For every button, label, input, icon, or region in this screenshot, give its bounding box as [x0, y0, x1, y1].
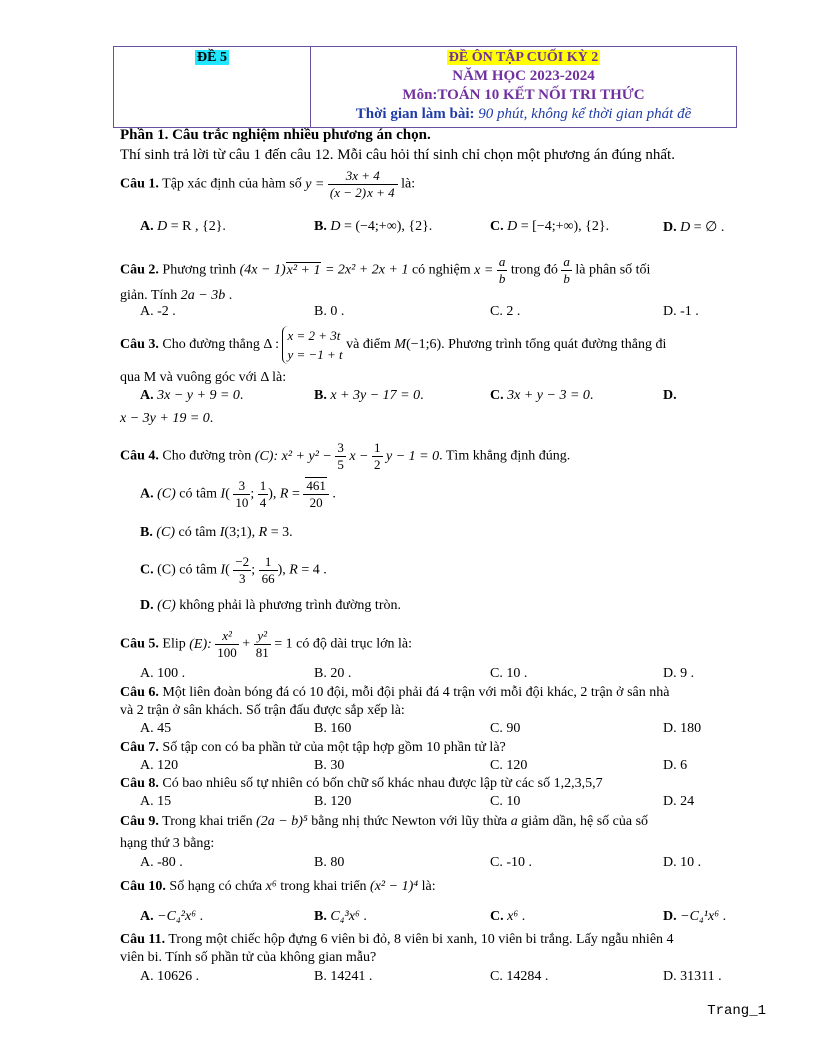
question-9: Câu 9. Trong khai triển (2a − b)⁵ bằng nhị thức Newton với lũy thừa a giảm dần, hệ số của số	[120, 814, 649, 829]
q10-option-d: D. −C₄¹x⁶ .	[663, 909, 727, 924]
page-footer: Trang_1	[707, 1003, 766, 1019]
q11-option-d: D. 31311 .	[663, 969, 722, 984]
q1-option-a: A. D = R , {2}.	[140, 219, 226, 234]
q4-option-c: C. (C) có tâm I( $\frac{-2}{3}$ ; $\frac{1}{66}$ ), R = 4 .	[140, 554, 327, 586]
q2-option-c: C. 2 .	[490, 304, 521, 319]
q3-option-d-label: D.	[663, 388, 677, 403]
question-5: Câu 5. Elip (E): $\frac{\text{x²}}{100}$ + $\frac{\text{y²}}{81}$ = 1 có độ dài trục lớn là:	[120, 628, 412, 660]
q1-option-d: D. D = ∅ .	[663, 220, 725, 235]
question-3: Câu 3. Cho đường thẳng Δ : x = 2 + 3t y = −1 + t và điểm M(−1;6). Phương trình tổng quát đường thẳng đi	[120, 328, 667, 362]
subject: Môn:TOÁN 10 KẾT NỐI TRI THỨC	[402, 87, 645, 103]
q1-option-b: B. D = (−4;+∞), {2}.	[314, 219, 433, 234]
q10-option-a: A. −C₄²x⁶ .	[140, 909, 204, 924]
q2-option-b: B. 0 .	[314, 304, 345, 319]
q11-option-b: B. 14241 .	[314, 969, 373, 984]
q3-option-a: A. 3x − y + 9 = 0.	[140, 388, 244, 403]
question-4: Câu 4. Cho đường tròn (C): x² + y² − $\frac{3}{5}$ x − $\frac{1}{2}$ y − 1 = 0. Tìm khẳng định đúng.	[120, 440, 571, 472]
question-2: Câu 2. Phương trình (4x − 1)x² + 1 = 2x² + 2x + 1 có nghiệm x = $\frac{a}{b}$ trong đó $\frac{a}{b}$ là phân số tối	[120, 254, 651, 286]
question-8: Câu 8. Có bao nhiêu số tự nhiên có bốn chữ số khác nhau được lập từ các số 1,2,3,5,7	[120, 776, 603, 791]
q3-line-2: qua M và vuông góc với Δ là:	[120, 370, 287, 385]
q9-option-b: B. 80	[314, 855, 345, 870]
question-6: Câu 6. Một liên đoàn bóng đá có 10 đội, mỗi đội phải đá 4 trận với mỗi đội khác, 2 trận ở sân nhà	[120, 685, 670, 700]
q11-option-c: C. 14284 .	[490, 969, 549, 984]
q1-function-fraction: $\frac{3x + 4}{(x - 2)x + 4}$	[328, 168, 398, 201]
q4-option-d: D. (C) không phải là phương trình đường tròn.	[140, 598, 401, 613]
q5-option-a: A. 100 .	[140, 666, 186, 681]
q11-line-2: viên bi. Tính số phần tử của không gian mẫu?	[120, 950, 377, 965]
q7-option-d: D. 6	[663, 758, 688, 773]
exam-header-box	[113, 46, 737, 128]
q8-option-a: A. 15	[140, 794, 172, 809]
school-year: NĂM HỌC 2023-2024	[452, 68, 595, 84]
exam-title: ĐỀ ÔN TẬP CUỐI KỲ 2	[448, 50, 599, 65]
q11-option-a: A. 10626 .	[140, 969, 200, 984]
exam-number: ĐỀ 5	[197, 50, 227, 65]
q5-option-b: B. 20 .	[314, 666, 352, 681]
q6-option-b: B. 160	[314, 721, 352, 736]
question-1: Câu 1. Tập xác định của hàm số y = $\frac{3x + 4}{(x - 2)x + 4}$ là:	[120, 168, 416, 200]
q1-option-c: C. D = [−4;+∞), {2}.	[490, 219, 610, 234]
question-10: Câu 10. Số hạng có chứa x⁶ trong khai triển (x² − 1)⁴ là:	[120, 879, 436, 894]
q7-option-a: A. 120	[140, 758, 179, 773]
q3-option-b: B. x + 3y − 17 = 0.	[314, 388, 424, 403]
q9-line-2: hạng thứ 3 bằng:	[120, 836, 215, 851]
q6-option-d: D. 180	[663, 721, 702, 736]
q8-option-c: C. 10	[490, 794, 521, 809]
q5-option-c: C. 10 .	[490, 666, 528, 681]
q7-option-c: C. 120	[490, 758, 528, 773]
q6-option-a: A. 45	[140, 721, 172, 736]
q9-option-c: C. -10 .	[490, 855, 532, 870]
q9-option-a: A. -80 .	[140, 855, 183, 870]
q3-option-c: C. 3x + y − 3 = 0.	[490, 388, 594, 403]
header-left-cell	[114, 47, 311, 127]
header-right-cell	[311, 47, 736, 127]
question-7: Câu 7. Số tập con có ba phần tử của một tập hợp gồm 10 phần tử là?	[120, 740, 506, 755]
q3-system: x = 2 + 3t y = −1 + t	[282, 326, 342, 364]
q2-line-2: giản. Tính 2a − 3b .	[120, 288, 233, 303]
q6-option-c: C. 90	[490, 721, 521, 736]
q4-option-b: B. (C) có tâm I(3;1), R = 3.	[140, 525, 293, 540]
q2-option-d: D. -1 .	[663, 304, 699, 319]
q5-option-d: D. 9 .	[663, 666, 695, 681]
q6-line-2: và 2 trận ở sân khách. Số trận đấu được sắp xếp là:	[120, 703, 405, 718]
q10-option-c: C. x⁶ .	[490, 909, 526, 924]
q3-option-d: x − 3y + 19 = 0.	[120, 411, 214, 426]
q8-option-d: D. 24	[663, 794, 695, 809]
q7-option-b: B. 30	[314, 758, 345, 773]
q10-option-b: B. C₄³x⁶ .	[314, 909, 367, 924]
q2-option-a: A. -2 .	[140, 304, 176, 319]
section-title: Phần 1. Câu trắc nghiệm nhiều phương án chọn.	[120, 127, 431, 143]
q4-option-a: A. (C) có tâm I( $\frac{3}{10}$ ; $\frac{1}{4}$ ), R = $\frac{461}{20}$ .	[140, 478, 336, 510]
q8-option-b: B. 120	[314, 794, 352, 809]
section-intro: Thí sinh trả lời từ câu 1 đến câu 12. Mỗi câu hỏi thí sinh chỉ chọn một phương án đúng nhất.	[120, 147, 675, 163]
question-11: Câu 11. Trong một chiếc hộp đựng 6 viên bi đỏ, 8 viên bi xanh, 10 viên bi trắng. Lấy ngẫu nhiên 4	[120, 932, 674, 947]
time-info: Thời gian làm bài: 90 phút, không kể thời gian phát đề	[355, 106, 692, 122]
q9-option-d: D. 10 .	[663, 855, 702, 870]
